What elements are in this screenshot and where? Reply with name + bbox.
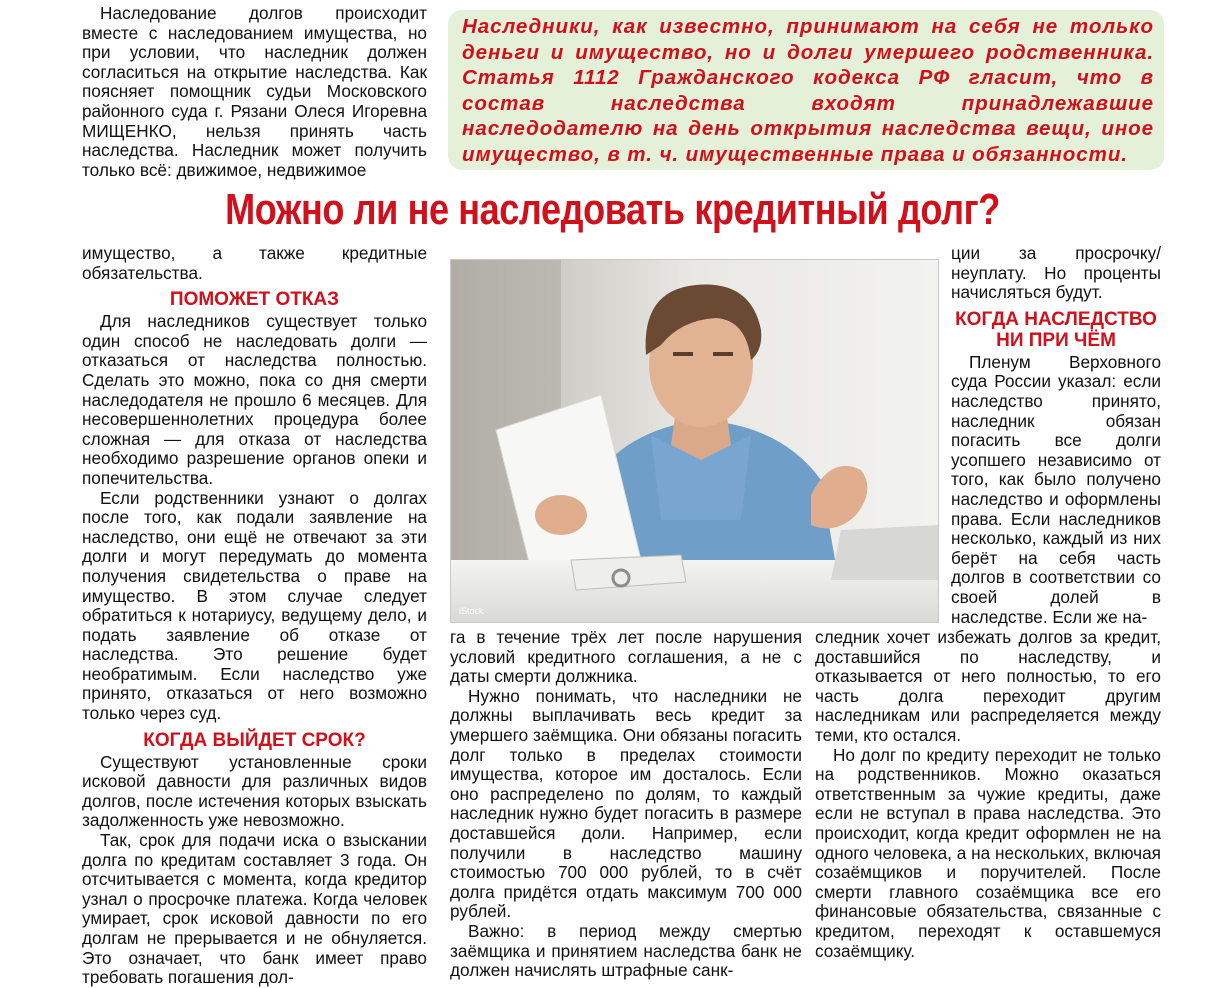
column-3-bottom — [815, 628, 1161, 961]
paragraph: ции за просрочку/неуплату. Но проценты начисляться будут. — [951, 243, 1161, 303]
headline: Можно ли не наследовать кредитный долг? — [225, 185, 1000, 234]
paragraph: Но долг по кредиту переходит не только на родственников. Можно оказаться ответственным за чужие кредиты, даже если не вступал в права наследства. Это происходит, когда кредит оформлен не на одного человека, а на нескольких, включая созаёмщиков и поручителей. После смерти главного созаёмщика все его финансовые обязательства, связанные с кредитом, переходят к оставшемуся созаёмщику. — [815, 744, 1161, 961]
column-2 — [450, 628, 802, 981]
article-photo — [450, 259, 939, 623]
paragraph: следник хочет избежать долгов за кредит, доставшийся по наследству, и отказывается от него полностью, то его часть долга переходит другим наследникам или распределяется между теми, кто остался. — [815, 627, 1161, 745]
subheading-not-related: КОГДА НАСЛЕДСТВО НИ ПРИ ЧЁМ — [955, 308, 1157, 351]
paragraph: Для наследников существует только один способ не наследовать долги — отказаться от наследства полностью. Сделать это можно, пока со дня смерти наследодателя не прошло 6 месяцев. Для несовершеннолетних процедура более сложная — для отказа от наследства необходимо разрешение органов опеки и попечительства. — [82, 311, 427, 488]
column-3-top — [951, 244, 1161, 627]
column-1 — [82, 244, 427, 988]
photo-credit: iStock — [459, 606, 484, 616]
paragraph: Нужно понимать, что наследники не должны выплачивать весь кредит за умершего заёмщика. Они обязаны погасить долг только в пределах стоимости имущества, которое им досталось. Если оно распределено по долям, то каждый наследник нужно будет погасить в размере доставшейся доли. Например, если получили в наследство машину стоимостью 700 000 рублей, то в счёт долга придётся отдать максимум 700 000 рублей. — [450, 685, 802, 922]
paragraph: га в течение трёх лет после нарушения условий кредитного соглашения, а не с даты смерти должника. — [450, 627, 802, 687]
photo-illustration — [451, 260, 938, 622]
lead-text: Наследники, как известно, принимают на себя не только деньги и имущество, но и долги умершего родственника. Статья 1112 Гражданского кодекса РФ гласит, что в состав наследства входят принадлежавшие наследодателю на день открытия наследства вещи, иное имущество, в т. ч. имущественные права и обязанности. — [462, 15, 1154, 166]
intro-paragraph: Наследование долгов происходит вместе с наследованием имущества, но при условии, что наследник должен согласиться на открытие наследства. Как поясняет помощник судьи Московского районного суда г. Рязани Олеся Игоревна МИЩЕНКО, нельзя принять часть наследства. Наследник может получить только всё: движимое, недвижимое — [82, 3, 427, 180]
paragraph: Если родственники узнают о долгах после того, как подали заявление на наследство, они ещё не отвечают за эти долги и могут передумать до момента получения свидетельства о праве на имущество. В этом случае следует обратиться к нотариусу, ведущему дело, и подать заявление об отказе от наследства. Это решение будет необратимым. Если наследство уже принято, отказаться от него возможно только через суд. — [82, 487, 427, 724]
paragraph: имущество, а также кредитные обязательства. — [82, 243, 427, 283]
paragraph: Важно: в период между смертью заёмщика и принятием наследства банк не должен начислять штрафные санк- — [450, 920, 802, 981]
subheading-refusal: ПОМОЖЕТ ОТКАЗ — [169, 289, 340, 311]
paragraph: Так, срок для подачи иска о взыскании долга по кредитам составляет 3 года. Он отсчитывается с момента, когда кредитор узнал о просрочке платежа. Когда человек умирает, срок исковой давности по его долгам не прерывается и не обнуляется. Это означает, что банк имеет право требовать погашения дол- — [82, 830, 427, 988]
subheading-term: КОГДА ВЫЙДЕТ СРОК? — [143, 729, 366, 751]
paragraph: Существуют установленные сроки исковой давности для различных видов долгов, после истечения которых взыскать задолженность уже невозможно. — [82, 751, 427, 831]
intro-column — [82, 4, 427, 180]
paragraph: Пленум Верховного суда России указал: если наследство принято, наследник обязан погасить все долги усопшего независимо от того, как было получено наследство и оформлены права. Если наследников несколько, каждый из них берёт на себя часть долгов в соответствии со своей долей в наследстве. Если же на- — [951, 351, 1161, 627]
